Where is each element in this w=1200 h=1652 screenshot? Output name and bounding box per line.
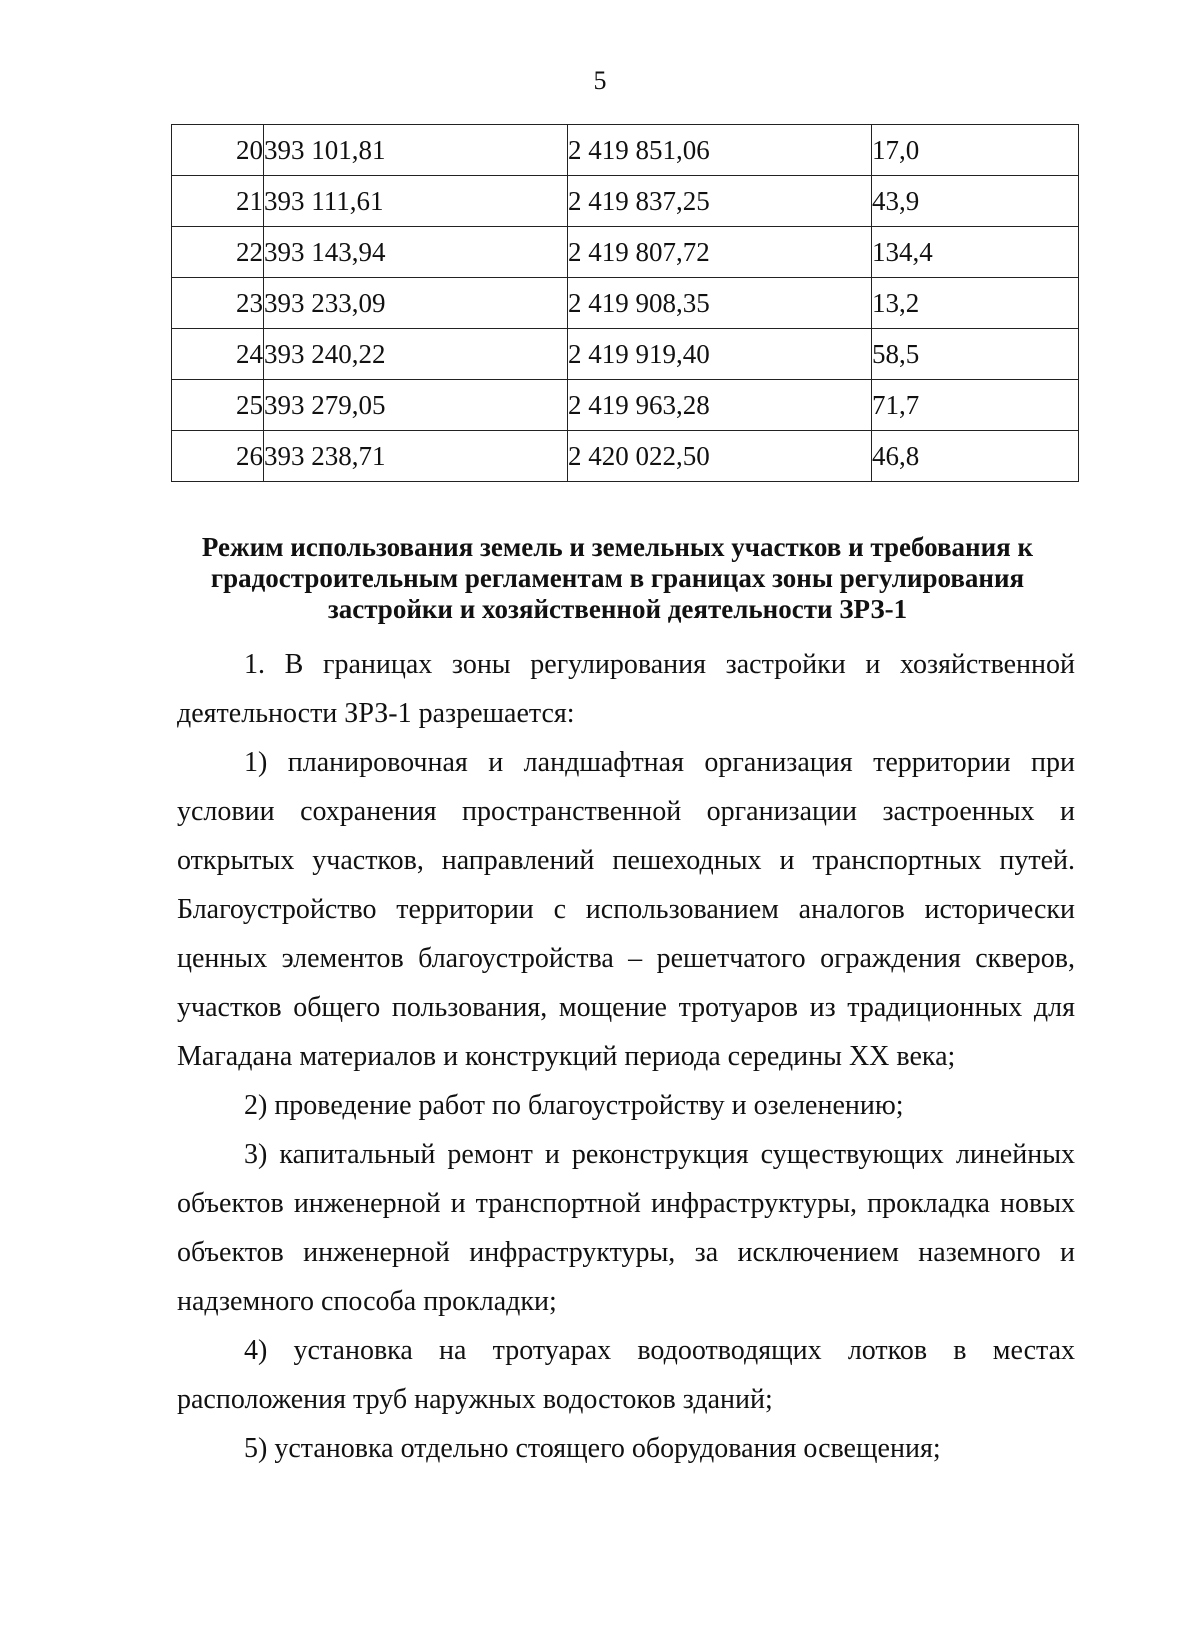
x-coordinate-cell: 393 279,05 bbox=[264, 380, 568, 431]
table-row bbox=[172, 380, 1079, 431]
table-row bbox=[172, 125, 1079, 176]
y-coordinate-cell: 2 419 851,06 bbox=[568, 125, 872, 176]
distance-cell: 17,0 bbox=[872, 125, 1079, 176]
coordinates-table bbox=[171, 124, 1079, 482]
y-coordinate-cell: 2 419 837,25 bbox=[568, 176, 872, 227]
section-heading: Режим использования земель и земельных участков и требования к градостроительным регламентам в границах зоны регулирования застройки и хозяйственной деятельности ЗРЗ-1 bbox=[201, 532, 1034, 624]
point-number-cell: 23 bbox=[172, 278, 264, 329]
page-number: 5 bbox=[593, 66, 607, 95]
point-number-cell: 20 bbox=[172, 125, 264, 176]
table-row bbox=[172, 431, 1079, 482]
distance-cell: 46,8 bbox=[872, 431, 1079, 482]
paragraph: 1) планировочная и ландшафтная организация территории при условии сохранения пространственной организации застроенных и открытых участков, направлений пешеходных и транспортных путей. Благоустройство территории с использованием аналогов исторически ценных элементов благоустройства – решетчатого ограждения скверов, участков общего пользования, мощение тротуаров из традиционных для Магадана материалов и конструкций периода середины XX века; bbox=[177, 747, 1075, 1072]
point-number-cell: 25 bbox=[172, 380, 264, 431]
distance-cell: 71,7 bbox=[872, 380, 1079, 431]
y-coordinate-cell: 2 419 908,35 bbox=[568, 278, 872, 329]
point-number-cell: 21 bbox=[172, 176, 264, 227]
y-coordinate-cell: 2 419 963,28 bbox=[568, 380, 872, 431]
table-row bbox=[172, 176, 1079, 227]
x-coordinate-cell: 393 101,81 bbox=[264, 125, 568, 176]
point-number-cell: 26 bbox=[172, 431, 264, 482]
x-coordinate-cell: 393 111,61 bbox=[264, 176, 568, 227]
body-text bbox=[177, 640, 1075, 1473]
paragraph: 4) установка на тротуарах водоотводящих лотков в местах расположения труб наружных водостоков зданий; bbox=[177, 1335, 1075, 1415]
x-coordinate-cell: 393 143,94 bbox=[264, 227, 568, 278]
paragraph: 5) установка отдельно стоящего оборудования освещения; bbox=[244, 1433, 941, 1464]
distance-cell: 58,5 bbox=[872, 329, 1079, 380]
table-row bbox=[172, 329, 1079, 380]
x-coordinate-cell: 393 238,71 bbox=[264, 431, 568, 482]
x-coordinate-cell: 393 233,09 bbox=[264, 278, 568, 329]
table-row bbox=[172, 278, 1079, 329]
y-coordinate-cell: 2 419 807,72 bbox=[568, 227, 872, 278]
distance-cell: 134,4 bbox=[872, 227, 1079, 278]
paragraph: 3) капитальный ремонт и реконструкция существующих линейных объектов инженерной и транспортной инфраструктуры, прокладка новых объектов инженерной инфраструктуры, за исключением наземного и надземного способа прокладки; bbox=[177, 1139, 1075, 1317]
point-number-cell: 22 bbox=[172, 227, 264, 278]
y-coordinate-cell: 2 419 919,40 bbox=[568, 329, 872, 380]
y-coordinate-cell: 2 420 022,50 bbox=[568, 431, 872, 482]
paragraph: 1. В границах зоны регулирования застройки и хозяйственной деятельности ЗРЗ-1 разрешается: bbox=[177, 649, 1075, 729]
point-number-cell: 24 bbox=[172, 329, 264, 380]
paragraph: 2) проведение работ по благоустройству и озеленению; bbox=[244, 1090, 904, 1121]
distance-cell: 13,2 bbox=[872, 278, 1079, 329]
x-coordinate-cell: 393 240,22 bbox=[264, 329, 568, 380]
table-row bbox=[172, 227, 1079, 278]
distance-cell: 43,9 bbox=[872, 176, 1079, 227]
